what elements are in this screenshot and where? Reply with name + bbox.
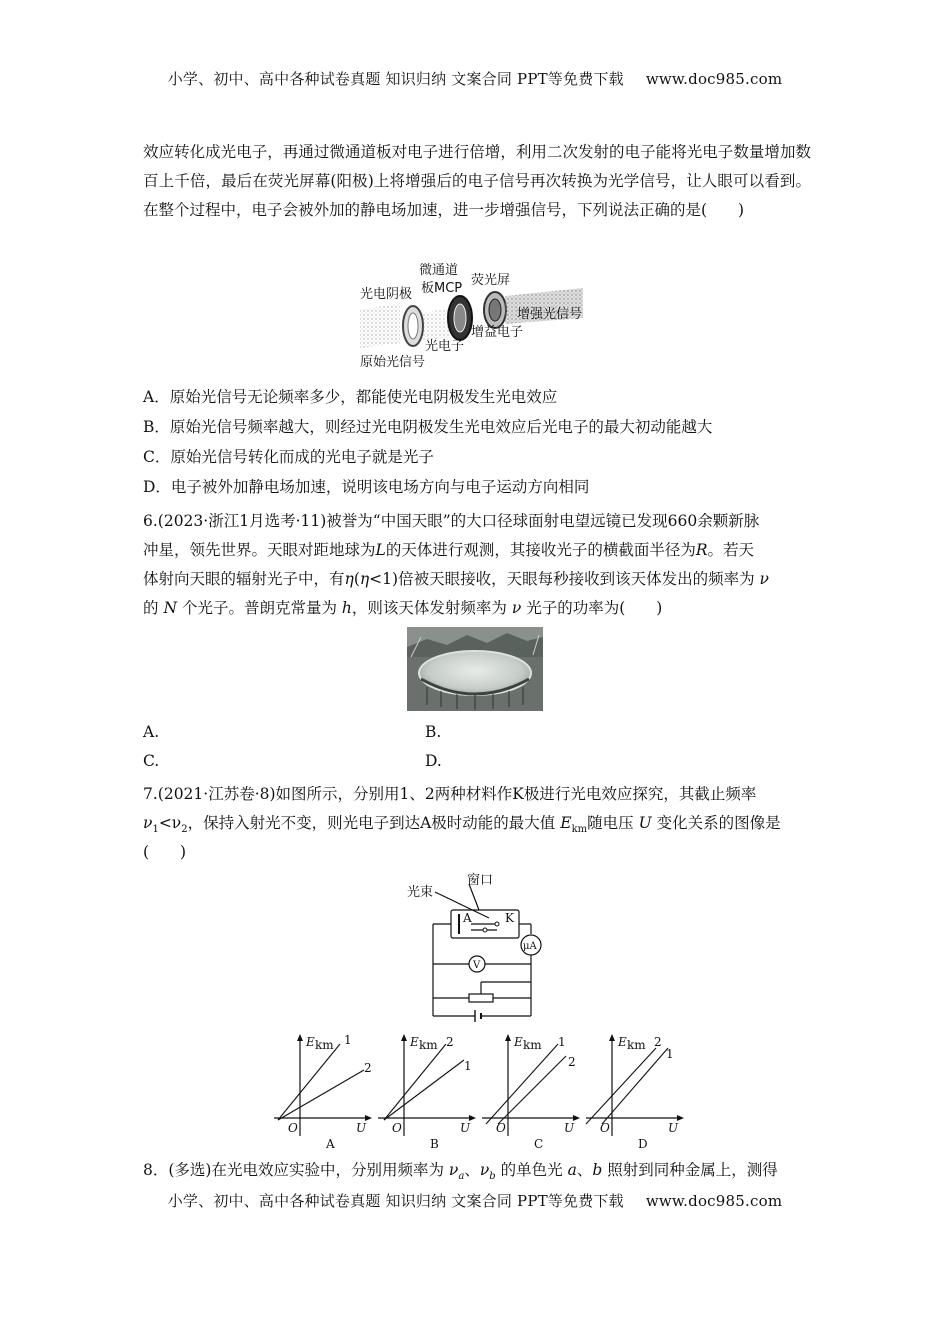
- graph-line-label: 1: [344, 1033, 352, 1047]
- label-photoelectron: 光电子: [425, 339, 465, 354]
- footer-text: 小学、初中、高中各种试卷真题 知识归纳 文案合同 PPT等免费下载: [167, 1192, 624, 1210]
- graph-line-label: 1: [666, 1047, 674, 1061]
- q5-option-b: B．原始光信号频率越大，则经过光电阴极发生光电效应后光电子的最大初动能越大: [143, 418, 713, 436]
- graph-line-upper: [586, 1048, 656, 1124]
- graph-panel-label: B: [430, 1137, 439, 1151]
- graph-ylabel: E: [514, 1035, 523, 1049]
- q6-line2: 冲星，领先世界。天眼对距地球为L的天体进行观测，其接收光子的横截面半径为R。若天: [143, 541, 755, 559]
- q7-graphs: [270, 1032, 690, 1152]
- q7-line3: ( ): [143, 843, 187, 861]
- header-text: 小学、初中、高中各种试卷真题 知识归纳 文案合同 PPT等免费下载: [167, 70, 624, 88]
- graph-ylabel: E: [618, 1035, 627, 1049]
- label-window: 窗口: [467, 873, 494, 888]
- rheostat: [469, 994, 493, 1002]
- graph-line-lower: [278, 1070, 364, 1120]
- graph-D: [586, 1034, 684, 1151]
- q6-option-a: A.: [143, 723, 160, 741]
- graph-ylabel-sub: km: [315, 1038, 334, 1052]
- footer-url[interactable]: www.doc985.com: [645, 1192, 783, 1210]
- graph-line-label: 2: [446, 1035, 454, 1049]
- graph-C: [482, 1034, 580, 1151]
- telescope-dish: [419, 651, 531, 695]
- graph-xlabel: U: [356, 1121, 367, 1135]
- graph-line-upper: [486, 1044, 558, 1124]
- page-footer: [0, 1190, 950, 1211]
- label-enhanced: 增强光信号: [517, 307, 583, 322]
- graph-line-label: 1: [558, 1035, 566, 1049]
- photoelectron-particles: [423, 308, 450, 340]
- graph-ylabel-sub: km: [627, 1038, 646, 1052]
- q7-line1: 7.(2021·江苏卷·8)如图所示，分别用1、2两种材料作K极进行光电效应探究，其截止频率: [143, 785, 757, 803]
- graph-xlabel: U: [460, 1121, 471, 1135]
- q7-line2: $\nu_1<\nu_2$，保持入射光不变，则光电子到达A极时动能的最大值 $E_{km}$随电压 U 变化关系的图像是: [143, 814, 781, 836]
- q5-option-d: D．电子被外加静电场加速，说明该电场方向与电子运动方向相同: [143, 478, 590, 496]
- graph-line-upper: [278, 1044, 340, 1120]
- graph-panel-label: D: [638, 1137, 648, 1151]
- graph-ylabel: E: [410, 1035, 419, 1049]
- label-beam: 光束: [407, 885, 434, 900]
- q6-telescope-photo: [407, 627, 543, 711]
- page-header: [0, 68, 950, 89]
- label-cathode: 光电阴极: [360, 287, 413, 302]
- q5-option-c: C．原始光信号转化而成的光电子就是光子: [143, 448, 434, 466]
- q6-option-b: B.: [425, 723, 442, 741]
- graph-ylabel: E: [306, 1035, 315, 1049]
- graph-line-label: 2: [654, 1035, 662, 1049]
- graph-origin: O: [392, 1121, 402, 1135]
- q5-stem: 效应转化成光电子，再通过微通道板对电子进行倍增，利用二次发射的电子能将光电子数量增加数百上千倍，最后在荧光屏幕(阳极)上将增强后的电子信号再次转换为光学信号，让人眼可以看到。在整个过程中，电子会被外加的静电场加速，进一步增强信号，下列说法正确的是( ): [143, 143, 811, 219]
- graph-line-label: 2: [568, 1055, 576, 1069]
- graph-xlabel: U: [564, 1121, 575, 1135]
- q6-line1: 6.(2023·浙江1月选考·11)被誉为“中国天眼”的大口径球面射电望远镜已发现660余颗新脉: [143, 512, 760, 530]
- q7-circuit-diagram: [405, 870, 555, 1030]
- graph-origin: O: [288, 1121, 298, 1135]
- label-mcp2: 板MCP: [421, 281, 463, 296]
- graph-line-lower: [384, 1060, 464, 1120]
- label-screen: 荧光屏: [471, 273, 511, 288]
- label-voltmeter: V: [473, 960, 481, 971]
- label-K-electrode: K: [505, 911, 514, 925]
- q5-option-a: A．原始光信号无论频率多少，都能使光电阴极发生光电效应: [143, 388, 558, 406]
- graph-A: [274, 1033, 372, 1151]
- q6-line3: 体射向天眼的辐射光子中，有η(η<1)倍被天眼接收，天眼每秒接收到该天体发出的频率为 ν: [143, 570, 769, 588]
- q5-figure-mcp: [355, 258, 595, 374]
- label-gain: 增益电子: [471, 325, 524, 340]
- q6-line4: 的 N 个光子。普朗克常量为 h，则该天体发射频率为 ν 光子的功率为( ): [143, 599, 663, 617]
- graph-xlabel: U: [668, 1121, 679, 1135]
- q8-line1: 8．(多选)在光电效应实验中，分别用频率为 $\nu_a$、$\nu_b$ 的单色光 a、b 照射到同种金属上，测得: [143, 1161, 778, 1183]
- graph-panel-label: C: [534, 1137, 544, 1151]
- graph-panel-label: A: [326, 1137, 335, 1151]
- q6-option-c: C.: [143, 752, 160, 770]
- label-mcp1: 微通道: [419, 263, 459, 278]
- label-microammeter: μA: [523, 941, 537, 952]
- q6-option-d: D.: [425, 752, 442, 770]
- graph-line-upper: [384, 1044, 446, 1120]
- label-original: 原始光信号: [360, 355, 426, 370]
- graph-line-label: 2: [364, 1061, 372, 1075]
- label-A-electrode: A: [463, 911, 472, 925]
- header-url[interactable]: www.doc985.com: [645, 70, 783, 88]
- original-light-particles: [360, 303, 400, 348]
- graph-B: [378, 1034, 476, 1151]
- graph-ylabel-sub: km: [419, 1038, 438, 1052]
- graph-ylabel-sub: km: [523, 1038, 542, 1052]
- graph-line-label: 1: [464, 1059, 472, 1073]
- graph-origin: O: [496, 1121, 506, 1135]
- graph-origin: O: [600, 1121, 610, 1135]
